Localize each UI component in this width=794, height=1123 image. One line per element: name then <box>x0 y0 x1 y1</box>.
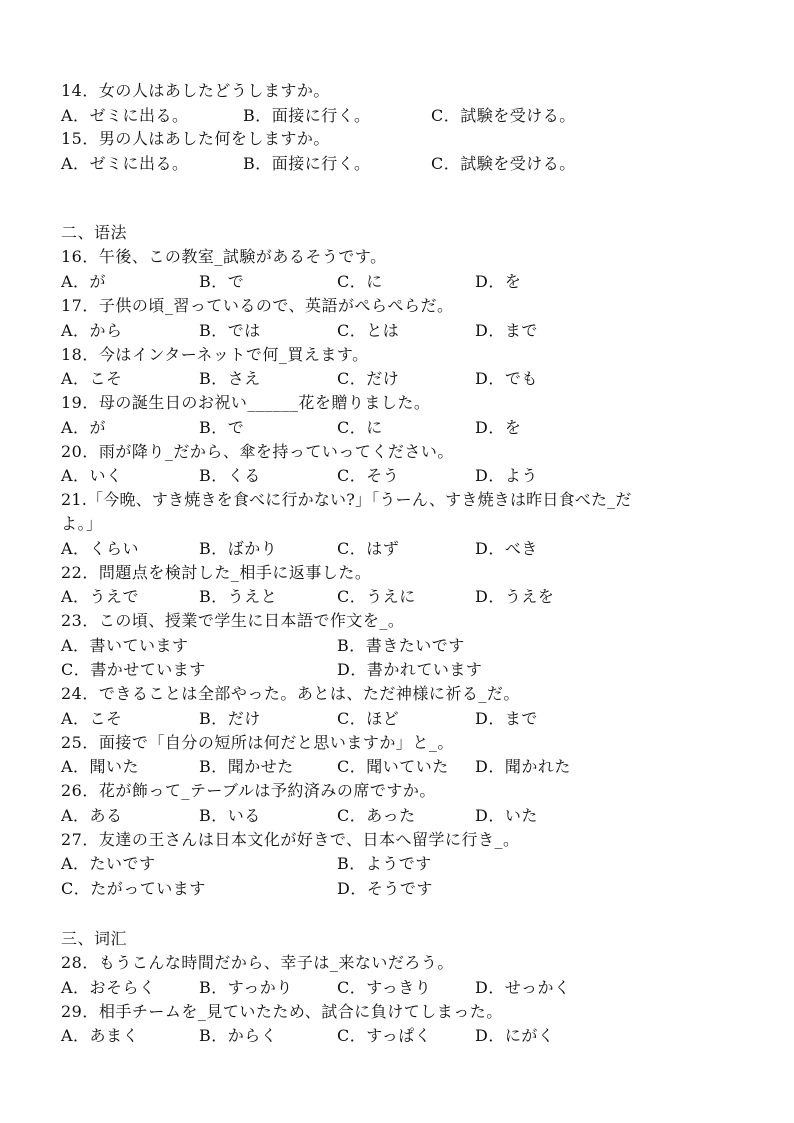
question-15: 15．男の人はあした何をしますか。 <box>61 129 330 148</box>
q17-option-a: A．から <box>61 321 123 340</box>
question-16: 16．午後、この教室_試験があるそうです。 <box>61 247 387 266</box>
question-21-line-2: よ。」 <box>61 514 103 533</box>
q18-option-b: B．さえ <box>199 369 261 388</box>
question-14: 14．女の人はあしたどうしますか。 <box>61 81 330 100</box>
q28-option-d: D．せっかく <box>475 978 571 997</box>
question-25: 25．面接で「自分の短所は何だと思いますか」と_。 <box>61 733 454 752</box>
q25-option-b: B．聞かせた <box>199 757 294 776</box>
q22-option-a: A．うえで <box>61 587 140 606</box>
q18-option-c: C．だけ <box>337 369 400 388</box>
q17-option-c: C．とは <box>337 321 400 340</box>
q23-option-c: C．書かせています <box>61 660 206 679</box>
q24-option-b: B．だけ <box>199 709 261 728</box>
question-20: 20．雨が降り_だから、傘を持っていってください。 <box>61 442 454 461</box>
q23-option-b: B．書きたいです <box>337 636 465 655</box>
q27-option-b: B．ようです <box>337 854 432 873</box>
q17-option-d: D．まで <box>475 321 538 340</box>
section-heading-grammar: 二、语法 <box>61 223 128 242</box>
q18-option-a: A．こそ <box>61 369 123 388</box>
q14-option-c: C．試験を受ける。 <box>431 106 576 125</box>
q14-option-a: A．ゼミに出る。 <box>61 106 189 125</box>
question-17: 17．子供の頃_習っているので、英語がぺらぺらだ。 <box>61 296 454 315</box>
q22-option-c: C．うえに <box>337 587 416 606</box>
q29-option-b: B．からく <box>199 1026 278 1045</box>
q16-option-b: B．で <box>199 272 245 291</box>
question-21-line-1: 21.「今晩、すき焼きを食べに行かない?」「うーん、すき焼きは昨日食べた_だ <box>61 490 632 509</box>
q17-option-b: B．では <box>199 321 261 340</box>
q22-option-b: B．うえと <box>199 587 278 606</box>
question-28: 28．もうこんな時間だから、幸子は_来ないだろう。 <box>61 953 454 972</box>
q20-option-a: A．いく <box>61 466 123 485</box>
q24-option-c: C．ほど <box>337 709 400 728</box>
q26-option-c: C．あった <box>337 806 416 825</box>
q15-option-a: A．ゼミに出る。 <box>61 154 189 173</box>
question-29: 29．相手チームを_見ていたため、試合に負けてしまった。 <box>61 1002 503 1021</box>
q27-option-c: C．たがっています <box>61 879 206 898</box>
q20-option-d: D．よう <box>475 466 538 485</box>
q24-option-d: D．まで <box>475 709 538 728</box>
q20-option-c: C．そう <box>337 466 400 485</box>
question-27: 27．友達の王さんは日本文化が好きで、日本へ留学に行き_。 <box>61 830 520 849</box>
q22-option-d: D．うえを <box>475 587 555 606</box>
question-22: 22．問題点を検討した_相手に返事した。 <box>61 563 372 582</box>
q28-option-c: C．すっきり <box>337 978 432 997</box>
q23-option-a: A．書いています <box>61 636 189 655</box>
q16-option-a: A．が <box>61 272 107 291</box>
q26-option-a: A．ある <box>61 806 123 825</box>
q29-option-a: A．あまく <box>61 1026 140 1045</box>
q26-option-d: D．いた <box>475 806 538 825</box>
q15-option-c: C．試験を受ける。 <box>431 154 576 173</box>
q27-option-a: A．たいです <box>61 854 156 873</box>
q28-option-b: B．すっかり <box>199 978 293 997</box>
q21-option-d: D．べき <box>475 539 538 558</box>
q25-option-a: A．聞いた <box>61 757 140 776</box>
q23-option-d: D．書かれています <box>337 660 483 679</box>
q19-option-b: B．で <box>199 418 245 437</box>
question-26: 26．花が飾って_テーブルは予約済みの席ですか。 <box>61 781 436 800</box>
q16-option-c: C．に <box>337 272 383 291</box>
q21-option-c: C．はず <box>337 539 400 558</box>
question-18: 18．今はインターネットで何_買えます。 <box>61 345 369 364</box>
q21-option-b: B．ばかり <box>199 539 278 558</box>
q15-option-b: B．面接に行く。 <box>243 154 371 173</box>
q28-option-a: A．おそらく <box>61 978 156 997</box>
q14-option-b: B．面接に行く。 <box>243 106 371 125</box>
q29-option-c: C．すっぱく <box>337 1026 432 1045</box>
q29-option-d: D．にがく <box>475 1026 555 1045</box>
question-19: 19．母の誕生日のお祝い______花を贈りました。 <box>61 393 431 412</box>
q19-option-d: D．を <box>475 418 522 437</box>
question-23: 23．この頃、授業で学生に日本語で作文を_。 <box>61 611 405 630</box>
q18-option-d: D．でも <box>475 369 538 388</box>
q27-option-d: D．そうです <box>337 879 433 898</box>
q25-option-d: D．聞かれた <box>475 757 571 776</box>
q26-option-b: B．いる <box>199 806 261 825</box>
section-heading-vocabulary: 三、词汇 <box>61 929 128 948</box>
q25-option-c: C．聞いていた <box>337 757 449 776</box>
q19-option-a: A．が <box>61 418 107 437</box>
q16-option-d: D．を <box>475 272 522 291</box>
q21-option-a: A．くらい <box>61 539 140 558</box>
q24-option-a: A．こそ <box>61 709 123 728</box>
question-24: 24．できることは全部やった。あとは、ただ神様に祈る_だ。 <box>61 684 520 703</box>
q20-option-b: B．くる <box>199 466 261 485</box>
q19-option-c: C．に <box>337 418 383 437</box>
